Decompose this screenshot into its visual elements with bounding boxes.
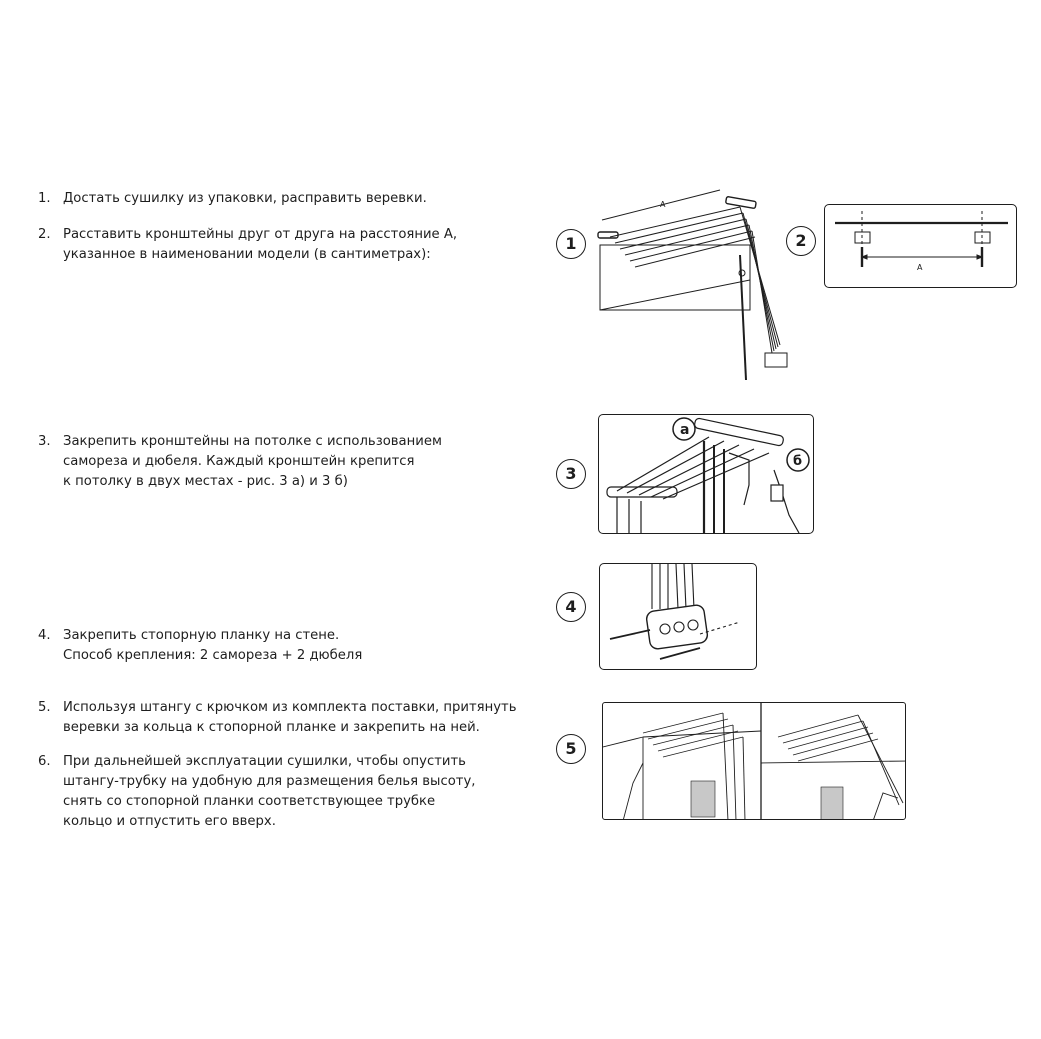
figure-2-bracket-spacing — [825, 205, 1017, 288]
figure-4-stopper-plate — [600, 564, 757, 670]
figure-5-lowering-sequence — [603, 703, 906, 820]
step-text: При дальнейшей эксплуатации сушилки, чтобы опустить штангу-трубку на удобную для размещения белья высоту, снять со стопорной планки соответствующее трубке кольцо и отпустить его вверх. — [63, 754, 476, 829]
figure-4-frame — [599, 563, 757, 670]
step-text: Расставить кронштейны друг от друга на расстояние А, указанное в наименовании модели (в сантиметрах): — [63, 227, 458, 262]
step-number: 2. — [38, 227, 51, 242]
step-text: Закрепить стопорную планку на стене. Способ крепления: 2 самореза + 2 дюбеля — [63, 628, 363, 663]
label-a: а — [680, 422, 690, 438]
step-number: 1. — [38, 191, 51, 206]
figure-4-badge: 4 — [556, 592, 586, 622]
figure-5-badge: 5 — [556, 734, 586, 764]
label-b: б — [793, 454, 803, 469]
step-text: Достать сушилку из упаковки, расправить веревки. — [63, 191, 427, 206]
step-number: 5. — [38, 700, 51, 715]
step-number: 4. — [38, 628, 51, 643]
figure-1-badge: 1 — [556, 229, 586, 259]
figure-3-ceiling-mount — [599, 415, 814, 534]
step-number: 6. — [38, 754, 51, 769]
step-text: Закрепить кронштейны на потолке с использованием самореза и дюбеля. Каждый кронштейн крепится к потолку в двух местах - рис. 3 а) и 3 б) — [63, 434, 442, 489]
step-text: Используя штангу с крючком из комплекта поставки, притянуть веревки за кольца к стопорной планке и закрепить на ней. — [63, 700, 517, 735]
figure-1-dryer-overview — [590, 185, 780, 385]
figure-3-badge: 3 — [556, 459, 586, 489]
dimension-label: A — [660, 200, 666, 209]
figure-2-badge: 2 — [786, 226, 816, 256]
figure-5-frame — [602, 702, 906, 820]
figure-2-frame — [824, 204, 1017, 288]
step-number: 3. — [38, 434, 51, 449]
dimension-label: A — [917, 263, 923, 272]
figure-3-frame — [598, 414, 814, 534]
